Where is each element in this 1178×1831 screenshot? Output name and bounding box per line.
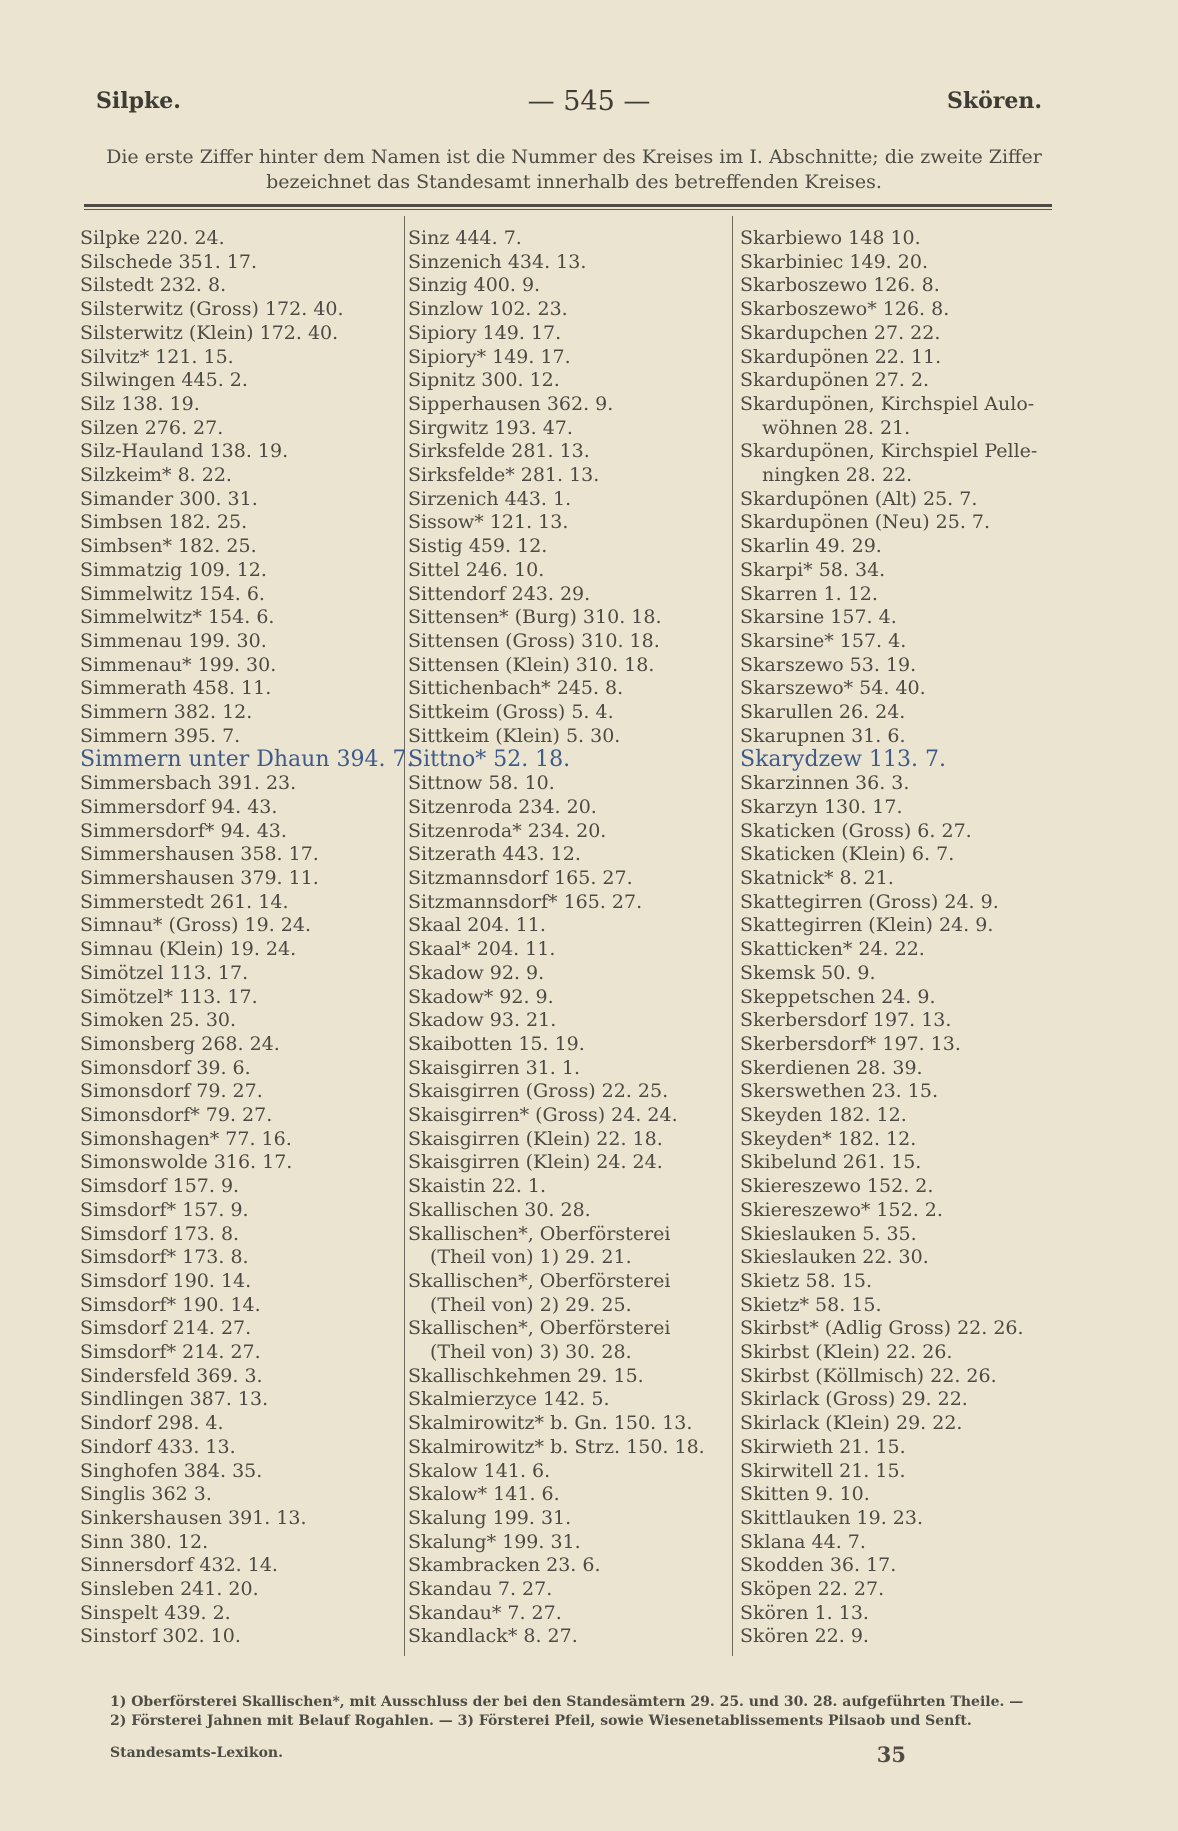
lexicon-entry: Sittensen (Gross) 310. 18.: [408, 629, 660, 652]
lexicon-entry: Skietz* 58. 15.: [740, 1293, 882, 1316]
lexicon-entry: Skandau* 7. 27.: [408, 1601, 562, 1624]
lexicon-entry: Simsdorf 190. 14.: [80, 1269, 252, 1292]
lexicon-entry: Skeyden 182. 12.: [740, 1104, 907, 1127]
lexicon-entry: Sitzerath 443. 12.: [408, 843, 581, 866]
lexicon-entry: Sinsleben 241. 20.: [80, 1578, 259, 1601]
lexicon-entry: Skarboszewo* 126. 8.: [740, 298, 950, 321]
entry-column-2: [408, 227, 705, 1649]
lexicon-entry: ningken 28. 22.: [762, 464, 913, 487]
lexicon-entry: Skardupönen (Alt) 25. 7.: [740, 487, 978, 510]
lexicon-entry: Skadow* 92. 9.: [408, 985, 554, 1008]
lexicon-entry: Simonsberg 268. 24.: [80, 1032, 280, 1055]
lexicon-entry: Skadow 92. 9.: [408, 961, 545, 984]
lexicon-entry: Skirbst* (Adlig Gross) 22. 26.: [740, 1317, 1024, 1340]
lexicon-entry: Sinstorf 302. 10.: [80, 1625, 241, 1648]
header-left: Silpke.: [96, 88, 181, 114]
lexicon-entry: Sinzlow 102. 23.: [408, 298, 568, 321]
lexicon-entry: Skardupönen 22. 11.: [740, 345, 942, 368]
lexicon-entry: Skardupönen, Kirchspiel Aulo-: [740, 392, 1035, 415]
lexicon-entry: Skaisgirren 31. 1.: [408, 1056, 580, 1079]
lexicon-entry: Skarupnen 31. 6.: [740, 724, 906, 747]
lexicon-entry: Skarzinnen 36. 3.: [740, 772, 910, 795]
lexicon-entry: Sinnersdorf 432. 14.: [80, 1554, 278, 1577]
lexicon-entry: Simmenau 199. 30.: [80, 629, 267, 652]
lexicon-entry: Skaticken (Klein) 6. 7.: [740, 843, 955, 866]
lexicon-entry: Sirksfelde 281. 13.: [408, 440, 590, 463]
lexicon-entry: (Theil von) 1) 29. 21.: [430, 1246, 632, 1269]
lexicon-entry: Sitzmannsdorf 165. 27.: [408, 866, 633, 889]
lexicon-entry: Skaisgirren (Klein) 24. 24.: [408, 1151, 663, 1174]
lexicon-entry: Simonswolde 316. 17.: [80, 1151, 293, 1174]
lexicon-entry: Skirbst (Klein) 22. 26.: [740, 1341, 953, 1364]
lexicon-entry: Simmershausen 379. 11.: [80, 866, 319, 889]
lexicon-entry: Skeppetschen 24. 9.: [740, 985, 936, 1008]
lexicon-entry: Skieslauken 5. 35.: [740, 1222, 917, 1245]
lexicon-entry: Simsdorf* 214. 27.: [80, 1341, 261, 1364]
lexicon-entry: Sinz 444. 7.: [408, 227, 522, 249]
lexicon-entry: Sindorf 433. 13.: [80, 1435, 236, 1458]
lexicon-entry: Sittendorf 243. 29.: [408, 582, 591, 605]
lexicon-entry: Skodden 36. 17.: [740, 1554, 897, 1577]
lexicon-entry: Skalmirowitz* b. Strz. 150. 18.: [408, 1435, 705, 1458]
lexicon-entry: Simonshagen* 77. 16.: [80, 1127, 292, 1150]
lexicon-entry: Skarboszewo 126. 8.: [740, 274, 940, 297]
lexicon-entry: Silz 138. 19.: [80, 392, 200, 415]
lexicon-entry: Skemsk 50. 9.: [740, 961, 876, 984]
lexicon-entry: Skibelund 261. 15.: [740, 1151, 922, 1174]
lexicon-entry: Skattegirren (Klein) 24. 9.: [740, 914, 994, 937]
lexicon-entry: Simmersdorf* 94. 43.: [80, 819, 287, 842]
lexicon-entry: Skallischen*, Oberförsterei: [408, 1269, 671, 1292]
lexicon-entry: Silsterwitz (Gross) 172. 40.: [80, 298, 344, 321]
lexicon-entry: Skardupönen (Neu) 25. 7.: [740, 511, 991, 534]
lexicon-entry: Simmelwitz 154. 6.: [80, 582, 265, 605]
lexicon-entry: Skarsine 157. 4.: [740, 606, 897, 629]
sheet-number: 35: [876, 1742, 906, 1767]
lexicon-entry: Skallischen 30. 28.: [408, 1198, 591, 1221]
lexicon-entry: Sinzenich 434. 13.: [408, 250, 587, 273]
lexicon-entry: Skarren 1. 12.: [740, 582, 878, 605]
lexicon-entry: Skardupönen 27. 2.: [740, 369, 930, 392]
lexicon-entry: Skaisgirren* (Gross) 24. 24.: [408, 1104, 678, 1127]
lexicon-entry: Skattegirren (Gross) 24. 9.: [740, 890, 999, 913]
lexicon-entry: Sitzenroda 234. 20.: [408, 795, 597, 818]
lexicon-entry: Sinkershausen 391. 13.: [80, 1506, 307, 1529]
lexicon-entry: Sirksfelde* 281. 13.: [408, 464, 600, 487]
lexicon-entry: Skieslauken 22. 30.: [740, 1246, 929, 1269]
intro-text: Die erste Ziffer hinter dem Namen ist die Nummer des Kreises im I. Abschnitte; die zweite Ziffer bezeichnet das Standesamt innerhalb des betreffenden Kreises.: [106, 146, 1042, 193]
lexicon-entry: Skarsine* 157. 4.: [740, 629, 907, 652]
lexicon-entry: Simsdorf* 173. 8.: [80, 1246, 249, 1269]
lexicon-entry: Simsdorf 173. 8.: [80, 1222, 240, 1245]
lexicon-entry: Simander 300. 31.: [80, 487, 258, 510]
lexicon-entry: Skerswethen 23. 15.: [740, 1080, 938, 1103]
lexicon-entry: Skaticken (Gross) 6. 27.: [740, 819, 972, 842]
lexicon-entry: Silwingen 445. 2.: [80, 369, 248, 392]
lexicon-entry: Skalmirowitz* b. Gn. 150. 13.: [408, 1412, 693, 1435]
lexicon-entry: Skitten 9. 10.: [740, 1483, 870, 1506]
lexicon-entry: Skirlack (Gross) 29. 22.: [740, 1388, 968, 1411]
lexicon-entry: Simmatzig 109. 12.: [80, 558, 267, 581]
lexicon-entry: Skirlack (Klein) 29. 22.: [740, 1412, 963, 1435]
lexicon-entry: Silzen 276. 27.: [80, 416, 224, 439]
lexicon-entry: Skardupönen, Kirchspiel Pelle-: [740, 440, 1038, 463]
lexicon-entry: Skardupchen 27. 22.: [740, 321, 941, 344]
lexicon-entry: Singhofen 384. 35.: [80, 1459, 263, 1482]
lexicon-entry: Sinn 380. 12.: [80, 1530, 209, 1553]
lexicon-entry: Silz-Hauland 138. 19.: [80, 440, 289, 463]
lexicon-entry: Skören 1. 13.: [740, 1601, 869, 1624]
lexicon-entry: Simnau (Klein) 19. 24.: [80, 938, 297, 961]
lexicon-entry: Skittlauken 19. 23.: [740, 1506, 924, 1529]
column-divider-2: [732, 216, 733, 1656]
header-rule-thick: [84, 204, 1052, 207]
lexicon-entry: Skarzyn 130. 17.: [740, 795, 903, 818]
lexicon-entry: Singlis 362 3.: [80, 1483, 212, 1506]
footer-title: Standesamts-Lexikon.: [110, 1745, 283, 1761]
lexicon-entry: Skalow 141. 6.: [408, 1459, 551, 1482]
lexicon-entry: Skarszewo 53. 19.: [740, 653, 917, 676]
lexicon-entry: Sirzenich 443. 1.: [408, 487, 572, 510]
lexicon-entry: Simötzel* 113. 17.: [80, 985, 258, 1008]
lexicon-entry: Silzkeim* 8. 22.: [80, 464, 232, 487]
lexicon-entry: Skambracken 23. 6.: [408, 1554, 601, 1577]
lexicon-entry: Skarbiniec 149. 20.: [740, 250, 928, 273]
lexicon-entry: Skalow* 141. 6.: [408, 1483, 560, 1506]
entry-column-1: [80, 227, 413, 1649]
lexicon-entry: Skirwitell 21. 15.: [740, 1459, 906, 1482]
lexicon-entry: Skaibotten 15. 19.: [408, 1032, 585, 1055]
lexicon-entry: Skirwieth 21. 15.: [740, 1435, 906, 1458]
lexicon-entry: Skallischkehmen 29. 15.: [408, 1364, 644, 1387]
lexicon-entry: Simmenau* 199. 30.: [80, 653, 277, 676]
lexicon-entry: Skatnick* 8. 21.: [740, 866, 894, 889]
lexicon-entry: Skietz 58. 15.: [740, 1269, 873, 1292]
lexicon-entry: Skaisgirren (Gross) 22. 25.: [408, 1080, 669, 1103]
lexicon-entry: Sistig 459. 12.: [408, 535, 548, 558]
lexicon-entry: Simmersbach 391. 23.: [80, 772, 297, 795]
lexicon-entry: Simmerstedt 261. 14.: [80, 890, 289, 913]
lexicon-entry: Silpke 220. 24.: [80, 227, 225, 249]
lexicon-entry: Sköpen 22. 27.: [740, 1578, 885, 1601]
lexicon-entry: Skeyden* 182. 12.: [740, 1127, 917, 1150]
lexicon-entry: Skiereszewo* 152. 2.: [740, 1198, 943, 1221]
lexicon-entry: Skarbiewo 148 10.: [740, 227, 921, 249]
lexicon-entry: Skaal* 204. 11.: [408, 938, 556, 961]
lexicon-entry: Simmersdorf 94. 43.: [80, 795, 278, 818]
lexicon-entry: Simsdorf 214. 27.: [80, 1317, 252, 1340]
lexicon-entry: Sittkeim (Klein) 5. 30.: [408, 724, 621, 747]
lexicon-entry: Skallischen*, Oberförsterei: [408, 1222, 671, 1245]
lexicon-entry: Sitzmannsdorf* 165. 27.: [408, 890, 643, 913]
lexicon-entry: (Theil von) 3) 30. 28.: [430, 1341, 632, 1364]
lexicon-entry: Sittichenbach* 245. 8.: [408, 677, 624, 700]
lexicon-entry: Simbsen 182. 25.: [80, 511, 248, 534]
lexicon-entry: Sipperhausen 362. 9.: [408, 392, 614, 415]
lexicon-entry: Simmerath 458. 11.: [80, 677, 272, 700]
lexicon-entry: Skarszewo* 54. 40.: [740, 677, 926, 700]
lexicon-entry: Sittnow 58. 10.: [408, 772, 555, 795]
lexicon-entry: Simmern unter Dhaun 394. 7.: [80, 747, 414, 773]
lexicon-entry: Sinzig 400. 9.: [408, 274, 541, 297]
lexicon-entry: Skarydzew 113. 7.: [740, 747, 946, 773]
footnote-line-1: 1) Oberförsterei Skallischen*, mit Ausschluss der bei den Standesämtern 29. 25. und 30. 28. aufgeführten Theile. —: [110, 1694, 1024, 1710]
lexicon-entry: Skerbersdorf* 197. 13.: [740, 1032, 961, 1055]
lexicon-entry: wöhnen 28. 21.: [762, 416, 911, 439]
lexicon-entry: Sittel 246. 10.: [408, 558, 545, 581]
lexicon-entry: Sipiory* 149. 17.: [408, 345, 571, 368]
lexicon-entry: Silschede 351. 17.: [80, 250, 258, 273]
lexicon-entry: Skerdienen 28. 39.: [740, 1056, 923, 1079]
entry-column-3: [740, 227, 1037, 1649]
lexicon-entry: Skalung* 199. 31.: [408, 1530, 581, 1553]
lexicon-entry: Sirgwitz 193. 47.: [408, 416, 573, 439]
lexicon-entry: Sittkeim (Gross) 5. 4.: [408, 701, 614, 724]
lexicon-entry: Skarlin 49. 29.: [740, 535, 882, 558]
lexicon-entry: Simmern 395. 7.: [80, 724, 241, 747]
lexicon-entry: Sissow* 121. 13.: [408, 511, 569, 534]
footnote-line-2: 2) Försterei Jahnen mit Belauf Rogahlen. — 3) Försterei Pfeil, sowie Wiesenetablissements Pilsaob und Senft.: [110, 1713, 972, 1729]
lexicon-entry: Skallischen*, Oberförsterei: [408, 1317, 671, 1340]
lexicon-entry: Simsdorf 157. 9.: [80, 1175, 240, 1198]
lexicon-entry: Silsterwitz (Klein) 172. 40.: [80, 321, 339, 344]
lexicon-entry: Sipiory 149. 17.: [408, 321, 562, 344]
header-rule-thin: [84, 209, 1052, 210]
lexicon-entry: Sittensen* (Burg) 310. 18.: [408, 606, 662, 629]
lexicon-entry: Simsdorf* 190. 14.: [80, 1293, 261, 1316]
lexicon-entry: Skaisgirren (Klein) 22. 18.: [408, 1127, 663, 1150]
page-number: — 545 —: [527, 86, 651, 117]
lexicon-entry: Skiereszewo 152. 2.: [740, 1175, 934, 1198]
lexicon-entry: Skandau 7. 27.: [408, 1578, 553, 1601]
lexicon-entry: Skarullen 26. 24.: [740, 701, 906, 724]
lexicon-entry: Skalung 199. 31.: [408, 1506, 572, 1529]
lexicon-entry: Simnau* (Gross) 19. 24.: [80, 914, 311, 937]
lexicon-entry: Sinspelt 439. 2.: [80, 1601, 231, 1624]
lexicon-entry: Skerbersdorf 197. 13.: [740, 1009, 952, 1032]
lexicon-entry: Simoken 25. 30.: [80, 1009, 237, 1032]
lexicon-entry: Skandlack* 8. 27.: [408, 1625, 578, 1648]
lexicon-entry: Simonsdorf 79. 27.: [80, 1080, 263, 1103]
lexicon-entry: Skaal 204. 11.: [408, 914, 546, 937]
lexicon-entry: Sindersfeld 369. 3.: [80, 1364, 263, 1387]
lexicon-entry: Simötzel 113. 17.: [80, 961, 249, 984]
lexicon-entry: (Theil von) 2) 29. 25.: [430, 1293, 632, 1316]
lexicon-entry: Silstedt 232. 8.: [80, 274, 227, 297]
lexicon-entry: Skadow 93. 21.: [408, 1009, 557, 1032]
header-right: Skören.: [946, 88, 1042, 114]
lexicon-entry: Sindorf 298. 4.: [80, 1412, 224, 1435]
lexicon-entry: Skören 22. 9.: [740, 1625, 869, 1648]
lexicon-entry: Sittensen (Klein) 310. 18.: [408, 653, 655, 676]
lexicon-entry: Skarpi* 58. 34.: [740, 558, 886, 581]
lexicon-entry: Simmershausen 358. 17.: [80, 843, 319, 866]
lexicon-entry: Simmelwitz* 154. 6.: [80, 606, 275, 629]
lexicon-entry: Skalmierzyce 142. 5.: [408, 1388, 610, 1411]
lexicon-entry: Silvitz* 121. 15.: [80, 345, 234, 368]
lexicon-entry: Simmern 382. 12.: [80, 701, 253, 724]
lexicon-entry: Sitzenroda* 234. 20.: [408, 819, 607, 842]
lexicon-entry: Sipnitz 300. 12.: [408, 369, 560, 392]
lexicon-entry: Simonsdorf* 79. 27.: [80, 1104, 273, 1127]
lexicon-entry: Skatticken* 24. 22.: [740, 938, 925, 961]
lexicon-entry: Sittno* 52. 18.: [408, 747, 571, 773]
lexicon-entry: Skirbst (Köllmisch) 22. 26.: [740, 1364, 997, 1387]
lexicon-entry: Simbsen* 182. 25.: [80, 535, 257, 558]
lexicon-entry: Simonsdorf 39. 6.: [80, 1056, 251, 1079]
lexicon-entry: Sindlingen 387. 13.: [80, 1388, 269, 1411]
lexicon-entry: Skaistin 22. 1.: [408, 1175, 547, 1198]
lexicon-entry: Simsdorf* 157. 9.: [80, 1198, 249, 1221]
lexicon-entry: Sklana 44. 7.: [740, 1530, 866, 1553]
